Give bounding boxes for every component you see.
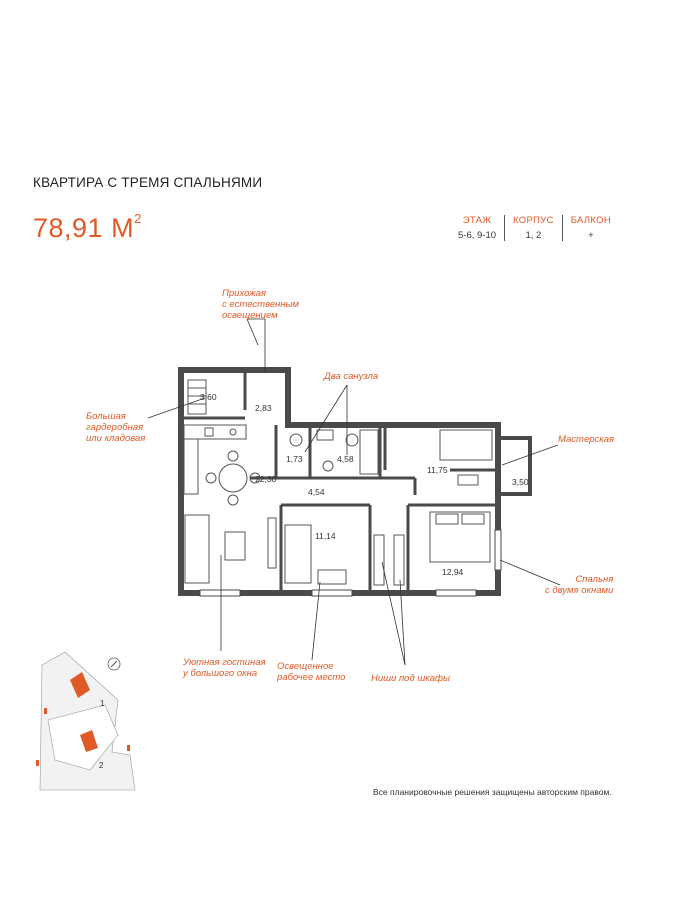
param-building-label: КОРПУС (513, 215, 554, 226)
room-area-corridor: 4,54 (308, 487, 325, 497)
note-workshop (558, 434, 614, 445)
note-workplace-line1: Освещенное (277, 661, 334, 672)
note-niches-line1: Ниши под шкафы (371, 673, 450, 684)
note-hallway-line3: освещением (222, 310, 278, 321)
bathroom-fixtures (290, 430, 378, 474)
room-area-bath: 4,58 (337, 454, 354, 464)
area-unit-superscript: 2 (134, 211, 142, 226)
room-area-wardrobe: 3,60 (200, 392, 217, 402)
param-building-value: 1, 2 (525, 230, 542, 241)
room-area-wc: 1,73 (286, 454, 303, 464)
closet-niches (374, 535, 404, 585)
room-area-kitchen-living: 22,30 (255, 474, 277, 484)
note-living (183, 657, 266, 679)
page-title: КВАРТИРА С ТРЕМЯ СПАЛЬНЯМИ (33, 175, 263, 190)
note-living-line2: у большого окна (183, 668, 258, 679)
note-bathrooms (324, 371, 378, 382)
room-area-bedroom3: 12,94 (442, 567, 464, 577)
keyplan-building-2: 2 (99, 761, 104, 770)
note-two-windows-line1: Спальня (575, 574, 614, 585)
note-storage-line1: Большая (86, 411, 126, 422)
note-living-line1: Уютная гостиная (183, 657, 266, 668)
keyplan-building-1: 1 (100, 699, 105, 708)
note-workplace-line2: рабочее место (277, 672, 346, 683)
note-two-windows-line2: с двумя окнами (545, 585, 614, 596)
note-hallway-line2: с естественным (222, 299, 300, 310)
note-bathrooms-line1: Два санузла (324, 371, 379, 382)
note-two-windows (545, 574, 613, 596)
note-hallway (222, 288, 299, 321)
copyright-notice: Все планировочные решения защищены авторским правом. (373, 787, 612, 797)
note-storage-line3: или кладовая (86, 433, 146, 444)
living-furniture (185, 515, 276, 583)
room-area-bedroom1: 11,75 (427, 465, 448, 475)
param-floor-value: 5-6, 9-10 (458, 230, 497, 241)
key-plan (36, 652, 135, 790)
param-balcony-label: БАЛКОН (570, 215, 612, 226)
note-hallway-line1: Прихожая (222, 288, 267, 299)
area-number: 78,91 М (33, 213, 135, 243)
note-workshop-line1: Мастерская (558, 434, 615, 445)
param-floor-label: ЭТАЖ (462, 215, 492, 226)
room-area-workshop: 3,50 (512, 477, 529, 487)
note-storage-line2: гардеробная (86, 422, 144, 433)
note-workplace (277, 661, 345, 683)
note-storage (86, 411, 145, 444)
bedroom3-furniture (430, 512, 490, 562)
room-area-hall: 2,83 (255, 403, 272, 413)
bedroom1-furniture (440, 430, 492, 485)
room-area-bedroom2: 11,14 (315, 531, 336, 541)
note-niches (371, 673, 450, 684)
param-balcony-value: + (588, 230, 594, 241)
